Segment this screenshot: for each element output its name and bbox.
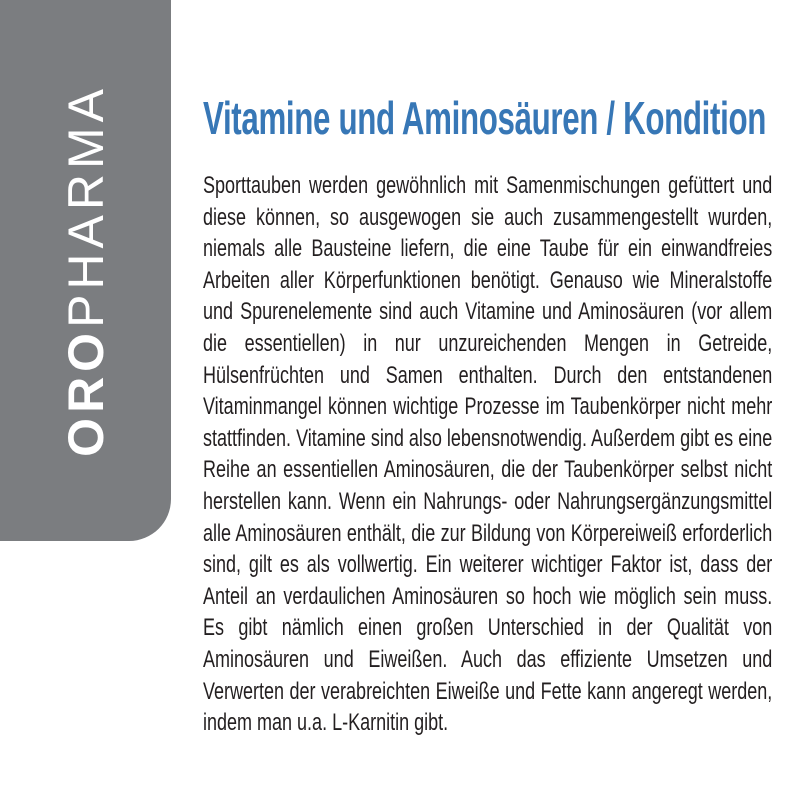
brand-logo-vertical [57, 84, 114, 457]
brand-oro-text: ORO [57, 328, 114, 457]
brand-pharma-text: PHARMA [57, 84, 114, 328]
page-title: Vitamine und Aminosäuren / Kondition [203, 92, 766, 144]
content-area [203, 0, 772, 800]
body-paragraph: Sporttauben werden gewöhnlich mit Samenmischungen gefüttert und diese können, so ausgewogen sie auch zusammengestellt wurden, niemals alle Bausteine liefern, die eine Taube für ein einwandfreies Arbeiten aller Körperfunktionen benötigt. Genauso wie Mineralstoffe und Spurenelemente sind auch Vitamine und Aminosäuren (vor allem die essentiellen) in nur unzureichenden Mengen in Getreide, Hülsenfrüchten und Samen enthalten. Durch den entstandenen Vitaminmangel können wichtige Prozesse im Taubenkörper nicht mehr stattfinden. Vitamine sind also lebensnotwendig. Außerdem gibt es eine Reihe an essentiellen Aminosäuren, die der Taubenkörper selbst nicht herstellen kann. Wenn ein Nahrungs- oder Nahrungsergänzungsmittel alle Aminosäuren enthält, die zur Bildung von Körpereiweiß erforderlich sind, gilt es als vollwertig. Ein weiterer wichtiger Faktor ist, dass der Anteil an verdaulichen Aminosäuren so hoch wie möglich sein muss. Es gibt nämlich einen großen Unterschied in der Qualität von Aminosäuren und Eiweißen. Auch das effiziente Umsetzen und Verwerten der verabreichten Eiweiße und Fette kann angeregt werden, indem man u.a. L-Karnitin gibt. [203, 172, 773, 737]
brand-sidebar [0, 0, 171, 541]
